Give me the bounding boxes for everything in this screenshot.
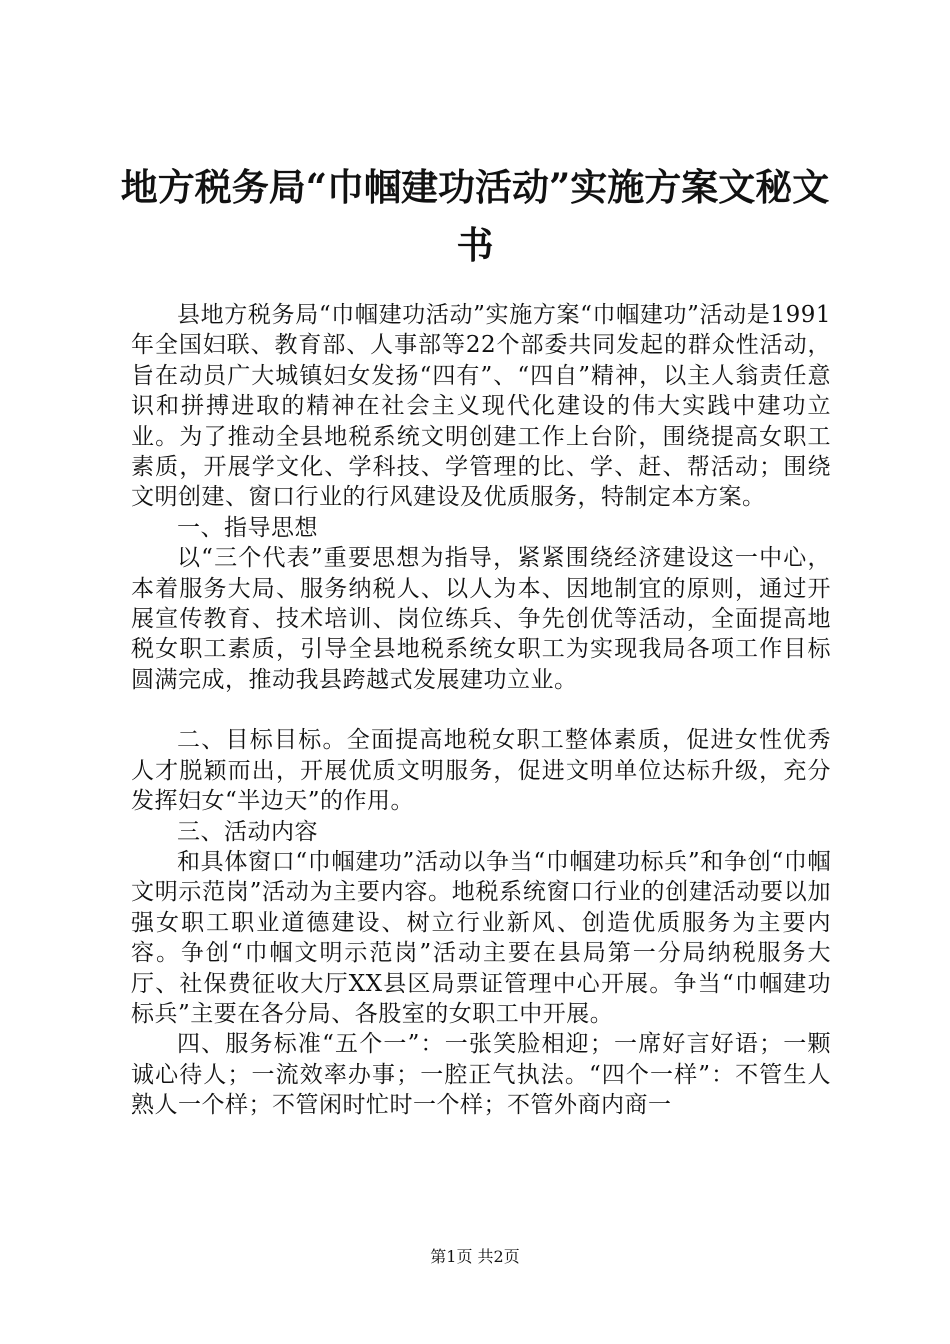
paragraph-gap xyxy=(131,695,831,725)
heading-activity-content: 三、活动内容 xyxy=(177,818,318,845)
paragraph-service-standards: 四、服务标准“五个一”：一张笑脸相迎；一席好言好语；一颗诚心待人；一流效率办事；一腔正气执法。“四个一样”：不管生人熟人一个样；不管闲时忙时一个样；不管外商内商一 xyxy=(131,1031,831,1119)
document-title: 地方税务局“巾帼建功活动”实施方案文秘文书 xyxy=(120,165,830,267)
paragraph-guiding-ideology: 以“三个代表”重要思想为指导，紧紧围绕经济建设这一中心，本着服务大局、服务纳税人、以人为本、因地制宜的原则，通过开展宣传教育、技术培训、岗位练兵、争先创优等活动，全面提高地税女职工素质，引导全县地税系统女职工为实现我局各项工作目标圆满完成，推动我县跨越式发展建功立业。 xyxy=(131,545,831,693)
paragraph-activity-content: 和具体窗口“巾帼建功”活动以争当“巾帼建功标兵”和争创“巾帼文明示范岗”活动为主要内容。地税系统窗口行业的创建活动要以加强女职工职业道德建设、树立行业新风、创造优质服务为主要内容。争创“巾帼文明示范岗”活动主要在县局第一分局纳税服务大厅、社保费征收大厅XX县区局票证管理中心开展。争当“巾帼建功标兵”主要在各分局、各股室的女职工中开展。 xyxy=(131,848,831,1027)
heading-guiding-ideology: 一、指导思想 xyxy=(177,514,318,541)
page-footer: 第1页 共2页 xyxy=(430,1247,520,1266)
paragraph-goals: 二、目标目标。全面提高地税女职工整体素质，促进女性优秀人才脱颖而出，开展优质文明服务，促进文明单位达标升级，充分发挥妇女“半边天”的作用。 xyxy=(131,727,831,815)
paragraph-intro: 县地方税务局“巾帼建功活动”实施方案“巾帼建功”活动是1991年全国妇联、教育部、人事部等22个部委共同发起的群众性活动，旨在动员广大城镇妇女发扬“四有”、“四自”精神，以主人翁责任意识和拼搏进取的精神在社会主义现代化建设的伟大实践中建功立业。为了推动全县地税系统文明创建工作上台阶，围绕提高女职工素质，开展学文化、学科技、学管理的比、学、赶、帮活动；围绕文明创建、窗口行业的行风建设及优质服务，特制定本方案。 xyxy=(131,302,831,511)
document-body xyxy=(131,300,831,1121)
